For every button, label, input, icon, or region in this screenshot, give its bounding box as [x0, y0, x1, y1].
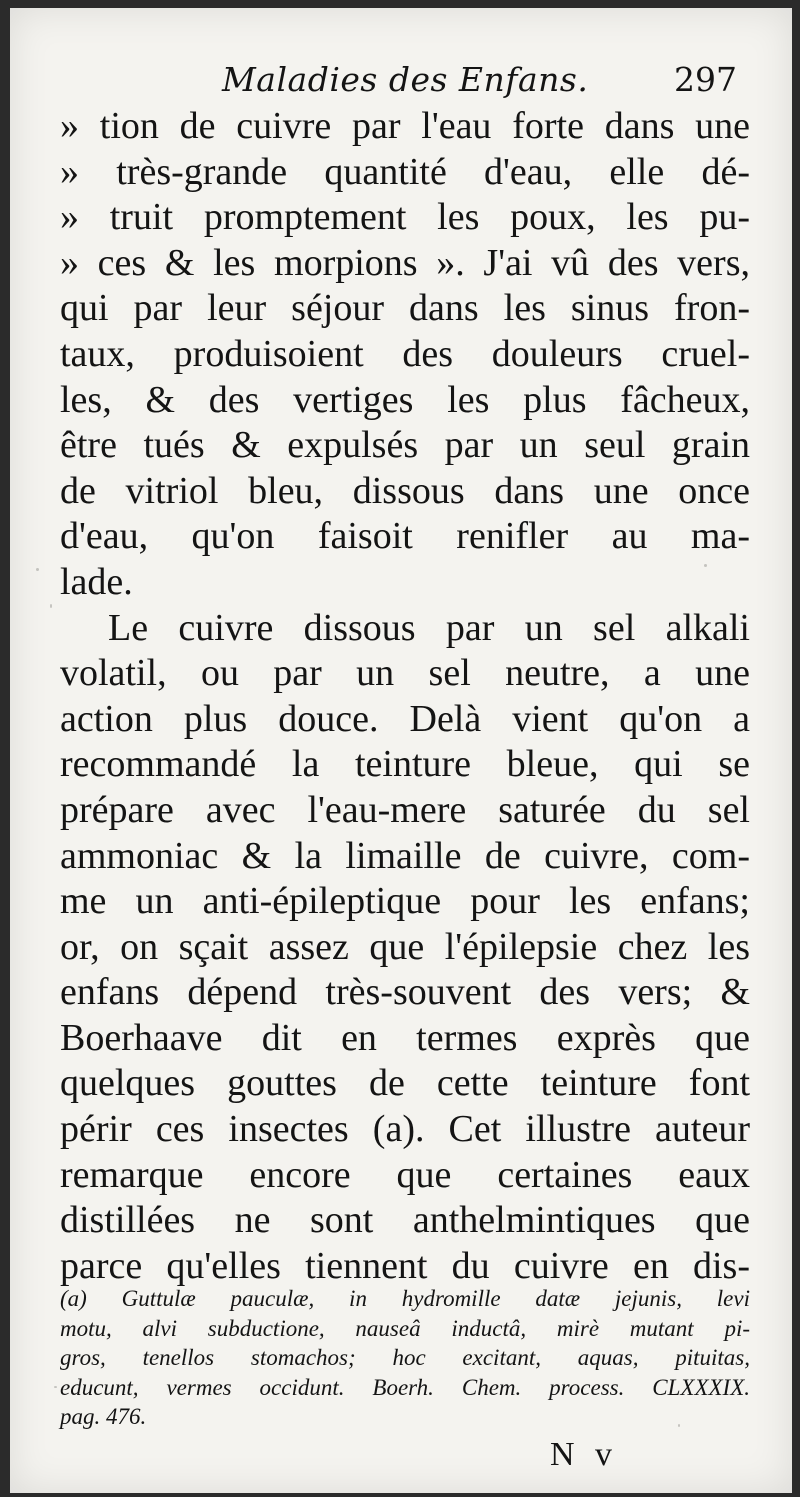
- footnote-line: educunt, vermes occidunt. Boerh. Chem. process. CLXXXIX.: [60, 1374, 750, 1400]
- text-line: taux, produisoient des douleurs cruel-: [60, 332, 750, 375]
- footnote-line: motu, alvi subductione, nauseâ inductâ, mirè mutant pi-: [60, 1315, 750, 1341]
- text-line: périr ces insectes (a). Cet illustre auteur: [60, 1108, 750, 1151]
- text-line: Boerhaave dit en termes exprès que: [60, 1016, 750, 1059]
- text-line: » ces & les morpions ». J'ai vû des vers,: [60, 241, 750, 284]
- text-line: lade.: [60, 560, 133, 603]
- text-line: action plus douce. Delà vient qu'on a: [60, 697, 750, 740]
- running-head: [10, 60, 792, 110]
- text-line: ammoniac & la limaille de cuivre, com-: [60, 834, 750, 877]
- page-number: 297: [674, 60, 737, 99]
- running-title: Maladies des Enfans.: [222, 60, 589, 99]
- text-line: de vitriol bleu, dissous dans une once: [60, 469, 750, 512]
- footnote-line: (a) Guttulæ pauculæ, in hydromille datæ jejunis, levi: [60, 1286, 750, 1311]
- text-line: » tion de cuivre par l'eau forte dans une: [60, 105, 750, 147]
- signature-mark: N v: [550, 1436, 619, 1473]
- text-line: volatil, ou par un sel neutre, a une: [60, 652, 750, 695]
- text-line: distillées ne sont anthelmintiques que: [60, 1199, 750, 1242]
- paper-speck: [54, 1386, 57, 1388]
- text-line: Le cuivre dissous par un sel alkali: [108, 606, 750, 649]
- paper-speck: [50, 604, 52, 608]
- paper-speck: [704, 564, 707, 567]
- text-line: être tués & expulsés par un seul grain: [60, 424, 750, 467]
- paper-speck: [36, 568, 39, 571]
- footnote-line: gros, tenellos stomachos; hoc excitant, aquas, pituitas,: [60, 1345, 750, 1370]
- footnote-line: pag. 476.: [60, 1404, 147, 1429]
- text-line: parce qu'elles tiennent du cuivre en dis-: [60, 1244, 750, 1287]
- paper-speck: [678, 1424, 680, 1427]
- text-line: remarque encore que certaines eaux: [60, 1153, 750, 1196]
- text-line: les, & des vertiges les plus fâcheux,: [60, 378, 750, 421]
- text-line: me un anti-épileptique pour les enfans;: [60, 880, 750, 923]
- text-line: » très-grande quantité d'eau, elle dé-: [60, 150, 750, 193]
- body-text: [60, 104, 750, 1289]
- text-line: d'eau, qu'on faisoit renifler au ma-: [60, 515, 750, 558]
- text-line: or, on sçait assez que l'épilepsie chez les: [60, 925, 750, 968]
- text-line: enfans dépend très-souvent des vers; &: [60, 971, 750, 1014]
- text-line: prépare avec l'eau-mere saturée du sel: [60, 788, 750, 831]
- footnote: [60, 1284, 750, 1432]
- text-line: quelques gouttes de cette teinture font: [60, 1062, 750, 1105]
- book-page: [10, 8, 792, 1493]
- text-line: qui par leur séjour dans les sinus fron-: [60, 287, 750, 330]
- text-line: » truit promptement les poux, les pu-: [60, 196, 750, 239]
- text-line: recommandé la teinture bleue, qui se: [60, 743, 750, 786]
